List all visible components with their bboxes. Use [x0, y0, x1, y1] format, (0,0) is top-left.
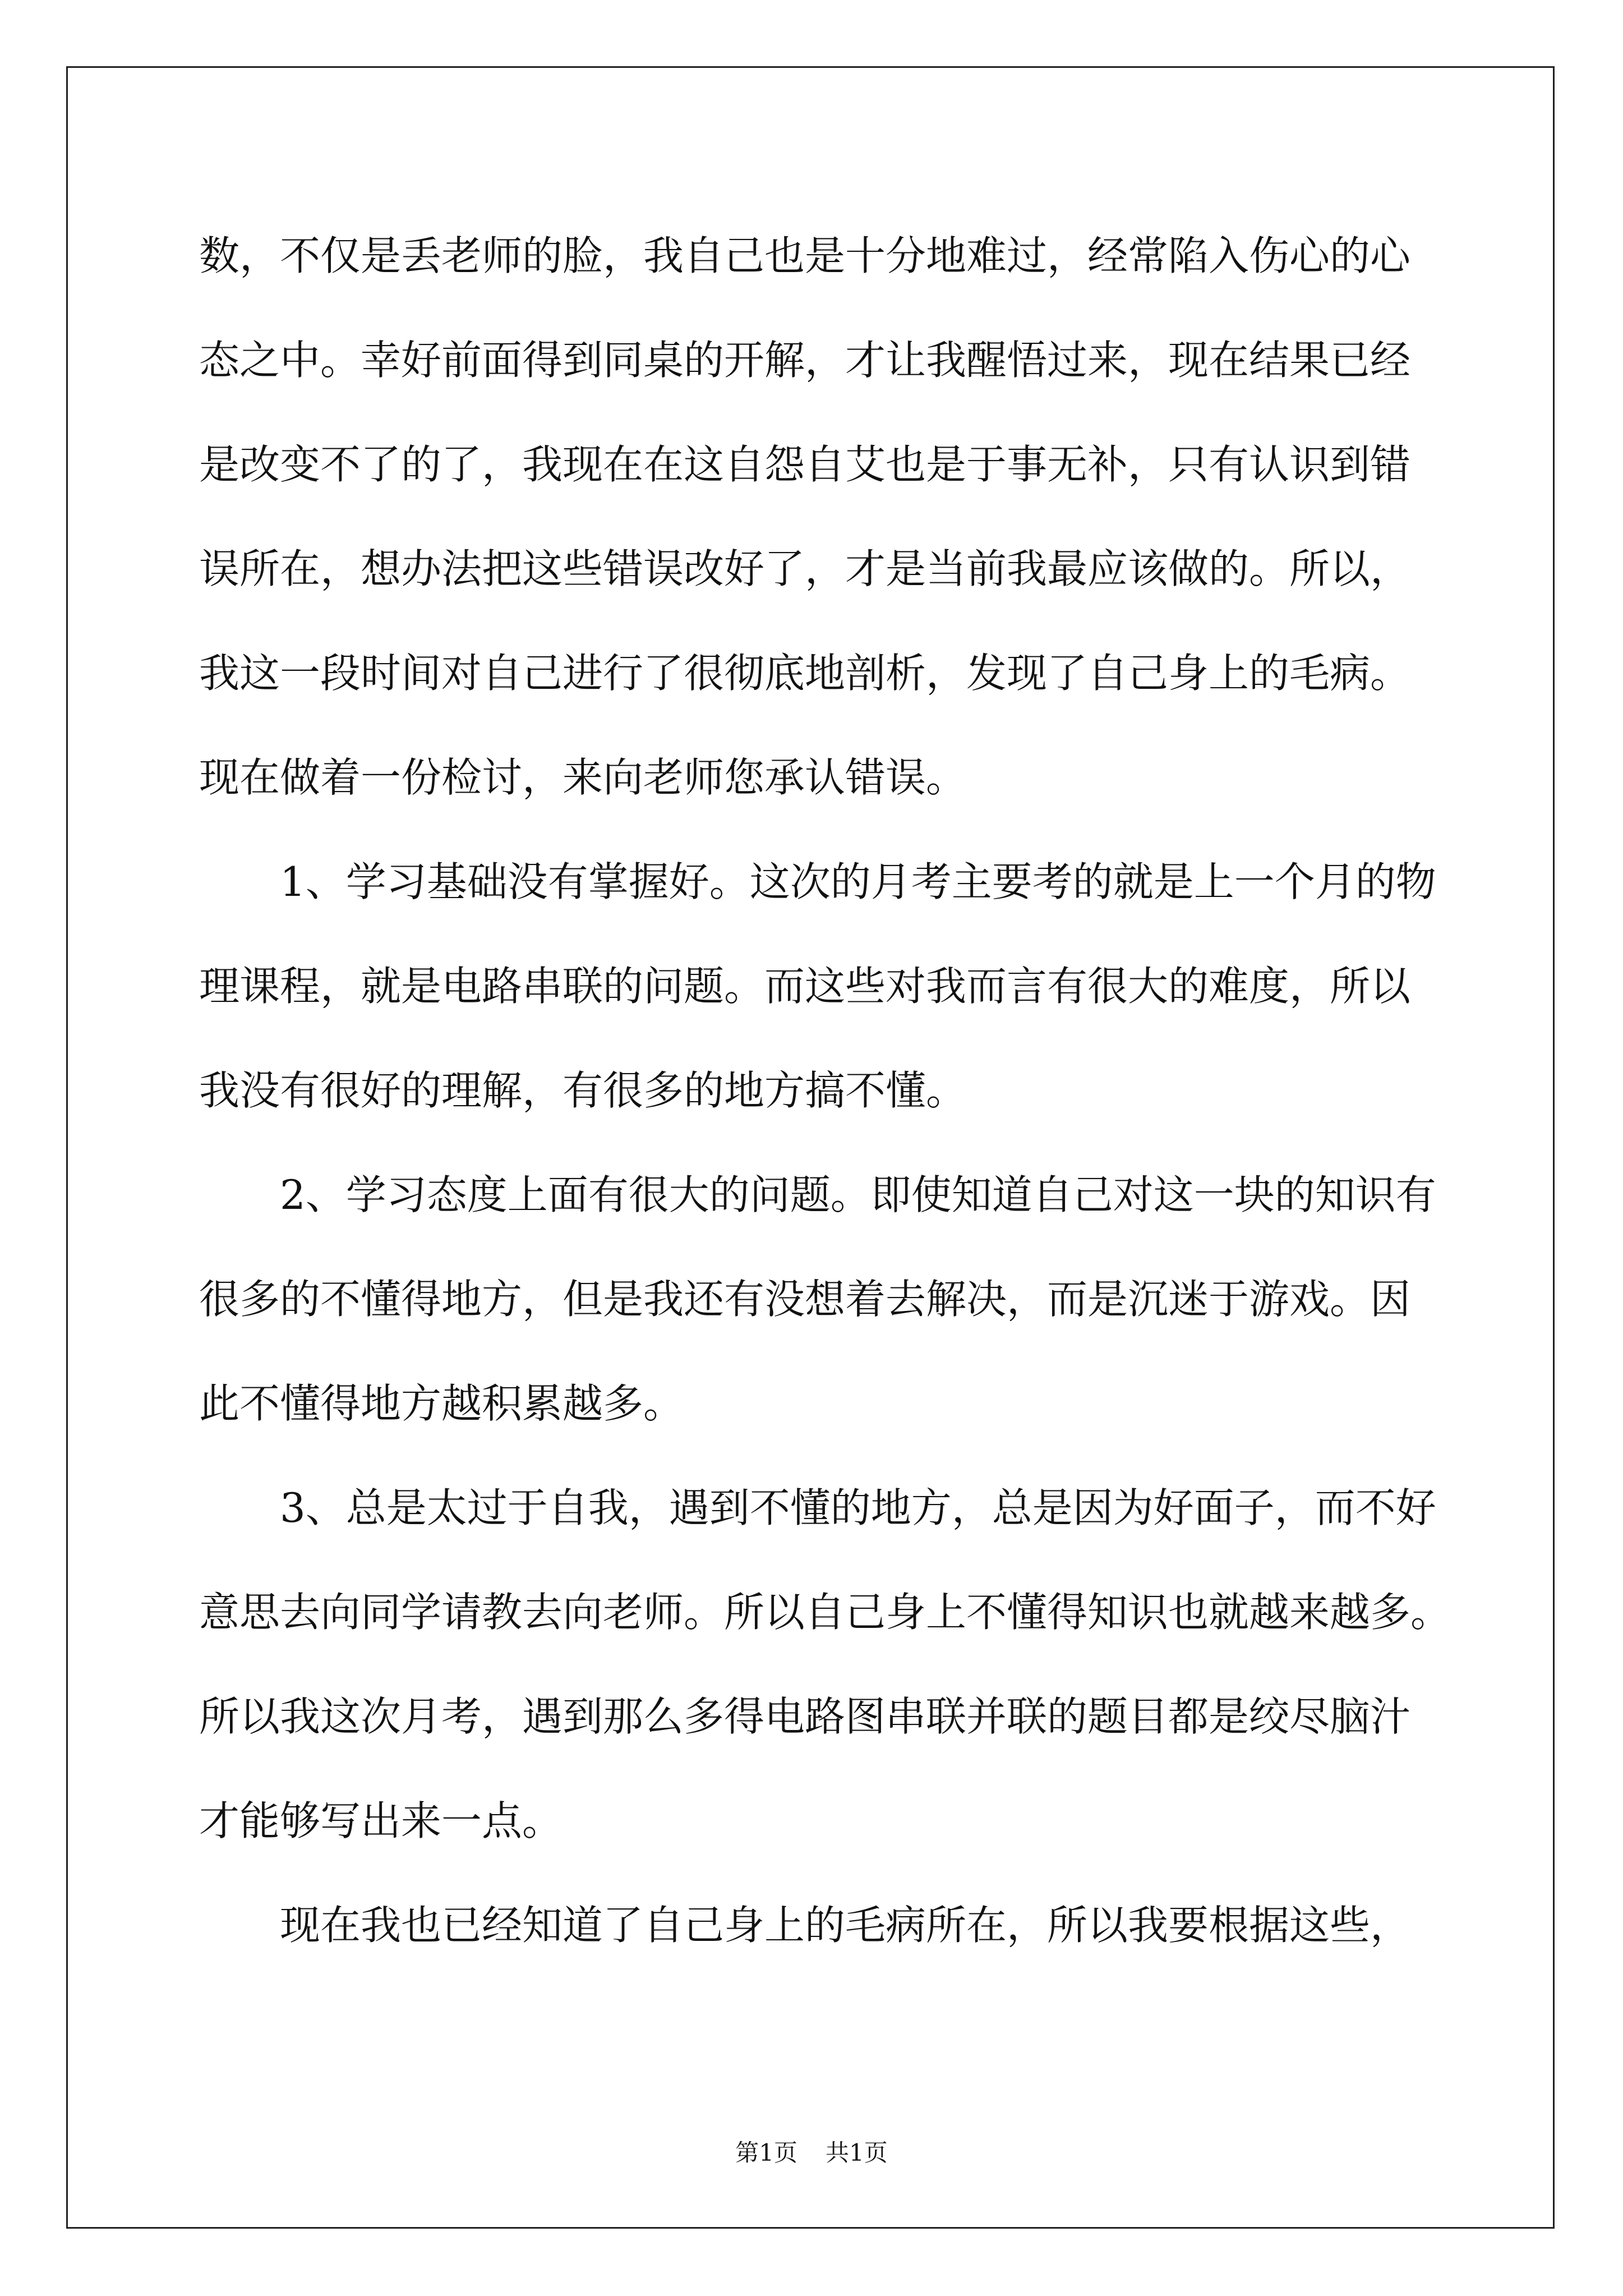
text-line-17: 现在我也已经知道了自己身上的毛病所在，所以我要根据这些， — [199, 1902, 1411, 1949]
text-line-6: 现在做着一份检讨，来向老师您承认错误。 — [199, 754, 967, 801]
text-line-3: 是改变不了的了，我现在在这自怨自艾也是于事无补，只有认识到错 — [199, 441, 1411, 488]
text-line-5: 我这一段时间对自己进行了很彻底地剖析，发现了自己身上的毛病。 — [199, 650, 1411, 697]
page-number-total: 共1页 — [826, 2139, 888, 2166]
text-line-12: 此不懂得地方越积累越多。 — [199, 1380, 684, 1427]
document-body — [199, 222, 1451, 1996]
text-line-14: 意思去向同学请教去向老师。所以自己身上不懂得知识也就越来越多。 — [199, 1589, 1451, 1636]
text-line-15: 所以我这次月考，遇到那么多得电路图串联并联的题目都是绞尽脑汁 — [199, 1693, 1411, 1740]
text-line-4: 误所在，想办法把这些错误改好了，才是当前我最应该做的。所以， — [199, 545, 1411, 592]
page-number-current: 第1页 — [735, 2139, 797, 2166]
page-footer — [0, 2136, 1623, 2170]
text-line-2: 态之中。幸好前面得到同桌的开解，才让我醒悟过来，现在结果已经 — [199, 337, 1411, 384]
text-line-13: 3、总是太过于自我，遇到不懂的地方，总是因为好面子，而不好 — [199, 1484, 1436, 1531]
text-line-8: 理课程，就是电路串联的问题。而这些对我而言有很大的难度，所以 — [199, 963, 1411, 1010]
text-line-1: 数，不仅是丢老师的脸，我自己也是十分地难过，经常陷入伤心的心 — [199, 232, 1411, 279]
text-line-11: 很多的不懂得地方，但是我还有没想着去解决，而是沉迷于游戏。因 — [199, 1276, 1411, 1323]
text-line-10: 2、学习态度上面有很大的问题。即使知道自己对这一块的知识有 — [199, 1171, 1436, 1218]
text-line-9: 我没有很好的理解，有很多的地方搞不懂。 — [199, 1067, 967, 1114]
text-line-7: 1、学习基础没有掌握好。这次的月考主要考的就是上一个月的物 — [199, 858, 1436, 905]
text-line-16: 才能够写出来一点。 — [199, 1797, 563, 1844]
